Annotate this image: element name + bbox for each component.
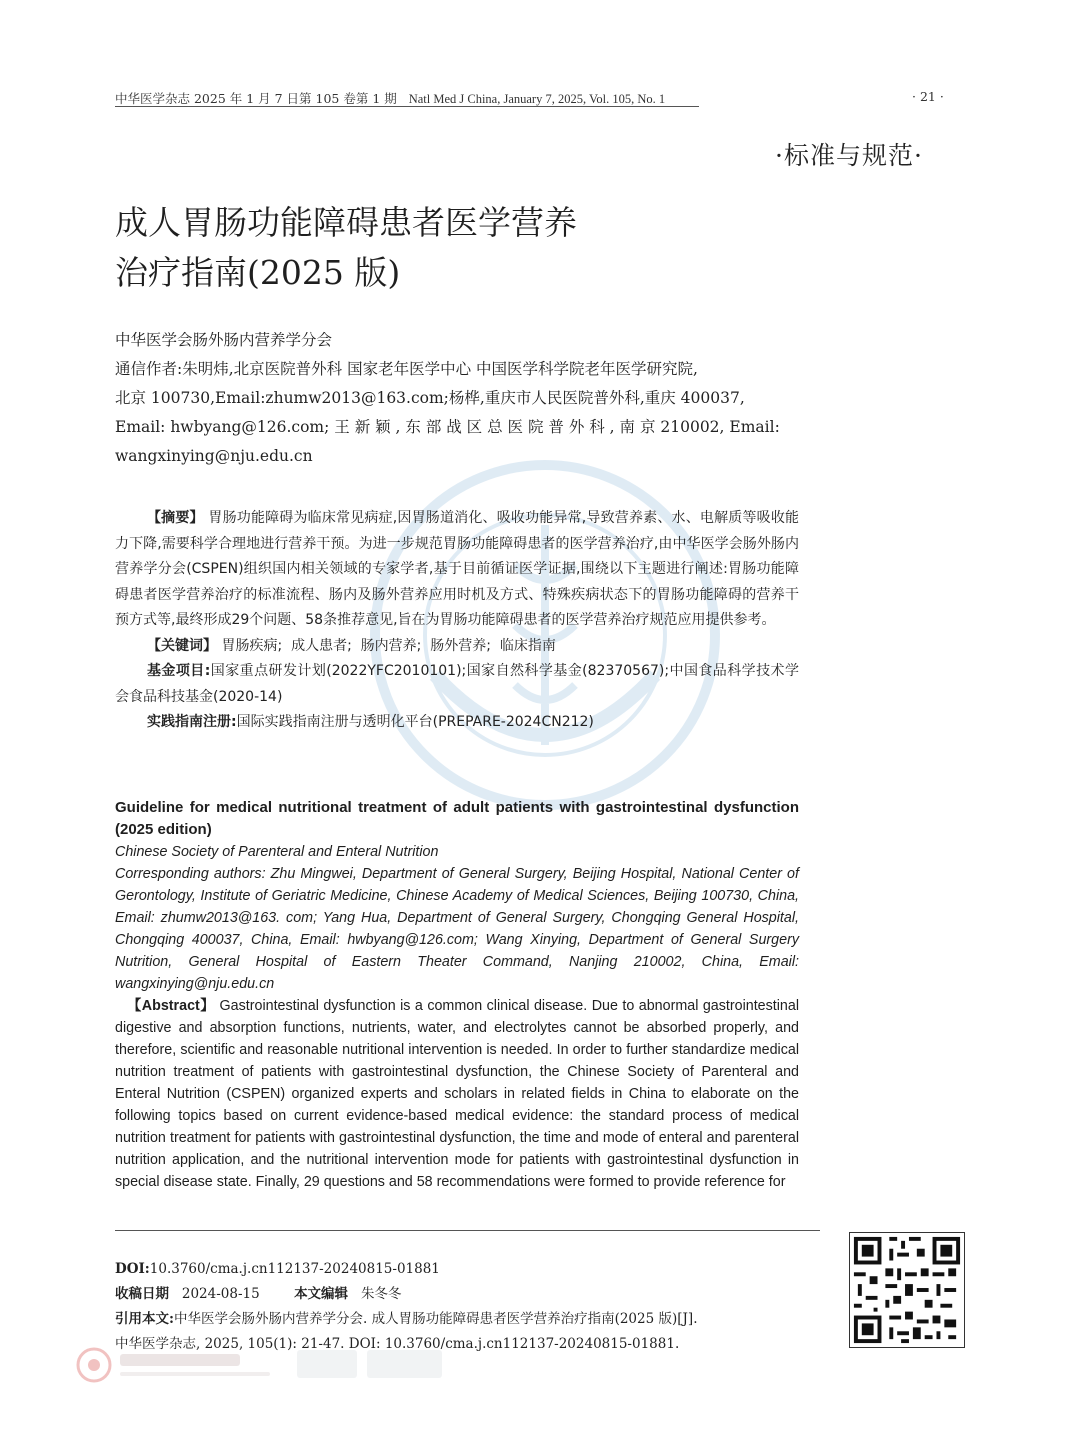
fund-paragraph — [115, 659, 799, 710]
header-rule — [115, 106, 699, 107]
cite-text-1: 中华医学会肠外肠内营养学分会. 成人胃肠功能障碍患者医学营养治疗指南(2025 版)[J]. — [173, 1311, 698, 1327]
english-abstract-block — [115, 797, 799, 1193]
cite-label: 引用本文: — [115, 1311, 174, 1327]
english-org: Chinese Society of Parenteral and Enteral Nutrition — [115, 844, 439, 860]
registration-label: 实践指南注册: — [147, 714, 237, 730]
corresponding-line-3: Email: hwbyang@126.com; 王 新 颖 , 东 部 战 区 总 医 院 普 外 科 , 南 京 210002, Email: — [115, 418, 780, 436]
citation-zh: 中华医学杂志 2025 年 1 月 7 日第 105 卷第 1 期 — [115, 91, 397, 106]
corresponding-line-4: wangxinying@nju.edu.cn — [115, 447, 313, 465]
english-abstract — [115, 995, 799, 1193]
registration-text: 国际实践指南注册与透明化平台(PREPARE-2024CN212) — [236, 714, 594, 730]
received-label: 收稿日期 — [115, 1286, 169, 1302]
publisher-logo — [72, 1340, 492, 1390]
title-line-1: 成人胃肠功能障碍患者医学营养 — [115, 203, 577, 242]
received-line — [115, 1282, 825, 1307]
english-title: Guideline for medical nutritional treatment of adult patients with gastrointestinal dysfunction (2025 edition) — [115, 799, 799, 838]
abstract-paragraph — [115, 506, 799, 634]
cite-line-2: 中华医学杂志, 2025, 105(1): 21-47. DOI: 10.3760/cma.j.cn112137-20240815-01881. — [115, 1336, 680, 1352]
doi-value: 10.3760/cma.j.cn112137-20240815-01881 — [149, 1261, 440, 1277]
keywords-label: 【关键词】 — [147, 637, 217, 654]
abstract-zh — [115, 506, 799, 736]
fund-text: 国家重点研发计划(2022YFC2010101);国家自然科学基金(82370567);中国食品科学技术学会食品科技基金(2020-14) — [115, 663, 799, 705]
english-abstract-text: Gastrointestinal dysfunction is a common clinical disease. Due to abnormal gastrointestinal digestive and absorption functions, nutrients, water, and electrolytes cannot be absorbed properly, and therefore, scientific and reasonable nutritional intervention is needed. In order to further standardize medical nutrition treatment of patients with gastrointestinal dysfunction, the Chinese Society of Parenteral and Enteral Nutrition (CSPEN) organized experts and scholars in related fields in China to elaborate on the following topics based on current evidence-based medical evidence: the standard process of medical nutrition treatment for patients with gastrointestinal dysfunction, the time and mode of enteral and parenteral nutrition application, and the nutritional intervention mode for patients with gastrointestinal dysfunction in special disease state. Finally, 29 questions and 58 recommendations were formed to provide reference for — [115, 998, 799, 1190]
citation-en: Natl Med J China, January 7, 2025, Vol. 105, No. 1 — [408, 92, 666, 106]
doi-line — [115, 1257, 825, 1282]
author-block — [115, 326, 800, 471]
cite-line-1 — [115, 1307, 825, 1332]
doi-label: DOI: — [115, 1261, 150, 1277]
fund-label: 基金项目: — [147, 663, 211, 679]
article-title — [115, 198, 815, 298]
corresponding-line-2: 北京 100730,Email:zhumw2013@163.com;杨桦,重庆市人民医院普外科,重庆 400037, — [115, 389, 745, 407]
footer-rule — [115, 1230, 820, 1231]
page-number: · 21 · — [912, 89, 944, 104]
received-value: 2024-08-15 — [181, 1286, 260, 1302]
qr-code-icon — [849, 1232, 965, 1348]
keywords-paragraph — [115, 634, 799, 660]
abstract-text: 胃肠功能障碍为临床常见病症,因胃肠道消化、吸收功能异常,导致营养素、水、电解质等吸收能力下降,需要科学合理地进行营养干预。为进一步规范胃肠功能障碍患者的医学营养治疗,由中华医学会肠外肠内营养学分会(CSPEN)组织国内相关领域的专家学者,基于目前循证医学证据,围绕以下主题进行阐述:胃肠功能障碍患者医学营养治疗的标准流程、肠内及肠外营养应用时机及方式、特殊疾病状态下的胃肠功能障碍的营养干预方式等,最终形成29个问题、58条推荐意见,旨在为胃肠功能障碍患者的医学营养治疗规范应用提供参考。 — [115, 510, 800, 628]
editor-value: 朱冬冬 — [360, 1286, 402, 1302]
keywords-text: 胃肠疾病; 成人患者; 肠内营养; 肠外营养; 临床指南 — [221, 637, 556, 654]
registration-paragraph — [115, 710, 799, 736]
author-org: 中华医学会肠外肠内营养学分会 — [115, 331, 333, 349]
abstract-label: 【摘要】 — [147, 510, 204, 526]
running-header — [115, 89, 665, 107]
title-line-2: 治疗指南(2025 版) — [115, 253, 401, 292]
corresponding-line-1: 通信作者:朱明炜,北京医院普外科 国家老年医学中心 中国医学科学院老年医学研究院, — [115, 360, 698, 378]
english-corresponding: Corresponding authors: Zhu Mingwei, Department of General Surgery, Beijing Hospital, National Center of Gerontology, Institute of Geriatric Medicine, Chinese Academy of Medical Sciences, Beijing 100730, China, Email: zhumw2013@163. com; Yang Hua, Department of General Surgery, Chongqing General Hospital, Chongqing 400037, China, Email: hwbyang@126.com; Wang Xinying, Department of General Surgery Nutrition, General Hospital of Eastern Theater Command, Nanjing 210002, China, Email: wangxinying@nju.edu.cn — [115, 866, 799, 992]
editor-label: 本文编辑 — [294, 1286, 349, 1302]
english-abstract-label: 【Abstract】 — [127, 998, 216, 1014]
section-tag: ·标准与规范· — [775, 141, 923, 170]
